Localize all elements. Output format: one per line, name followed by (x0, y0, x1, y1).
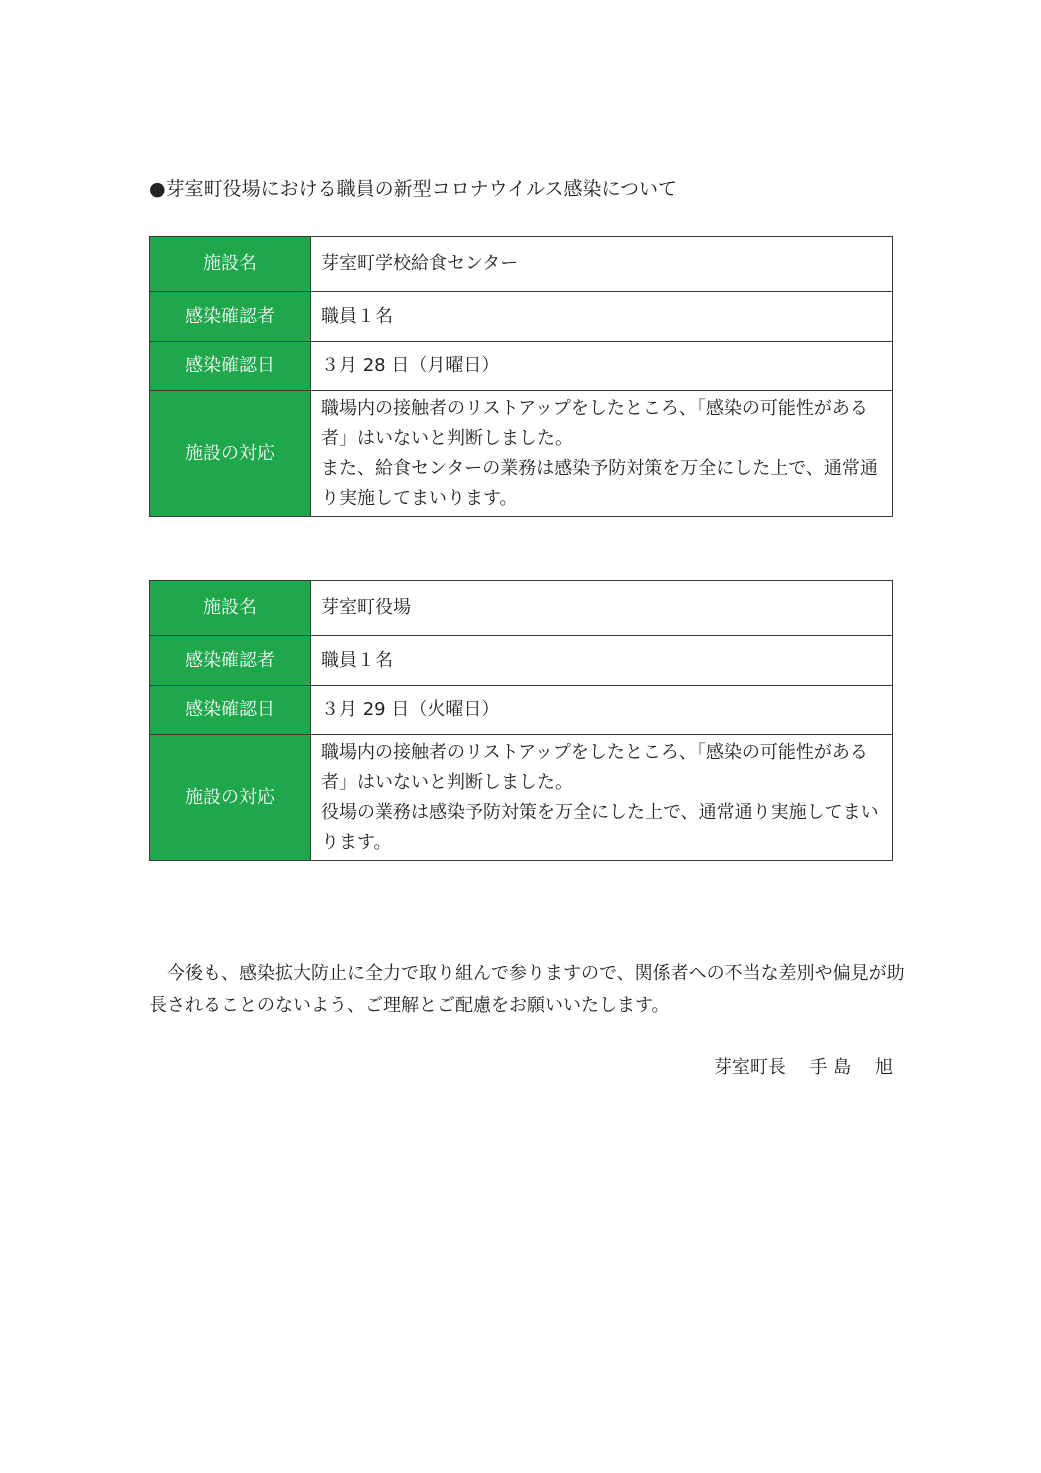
infected-count-label: 感染確認者 (150, 292, 311, 342)
infected-count-value: 職員１名 (311, 636, 893, 686)
confirmed-date-label: 感染確認日 (150, 342, 311, 391)
response-line: また、給食センターの業務は感染予防対策を万全にした上で、通常通 (321, 457, 878, 479)
table-row (150, 292, 893, 342)
table-row (150, 686, 893, 735)
confirmed-date-value: ３月 29 日（火曜日） (311, 686, 893, 735)
closing-line: 今後も、感染拡大防止に全力で取り組んで参りますので、関係者への不当な差別や偏見が助 (149, 963, 905, 984)
table-row (150, 581, 893, 636)
facility-name-label: 施設名 (150, 237, 311, 292)
facility-name-label: 施設名 (150, 581, 311, 636)
response-label: 施設の対応 (150, 391, 311, 517)
table-row (150, 342, 893, 391)
response-line: 役場の業務は感染予防対策を万全にした上で、通常通り実施してまい (321, 801, 879, 823)
response-line: 者」はいないと判断しました。 (321, 427, 573, 449)
response-line: 職場内の接触者のリストアップをしたところ、「感染の可能性がある (321, 397, 868, 419)
response-value (311, 735, 893, 861)
response-line: り実施してまいります。 (321, 487, 518, 509)
response-line: 職場内の接触者のリストアップをしたところ、「感染の可能性がある (321, 741, 868, 763)
table-row (150, 636, 893, 686)
facility-table-school-lunch-center (149, 236, 893, 517)
table-row (150, 391, 893, 517)
response-value (311, 391, 893, 517)
mayor-signature: 芽室町長 手 島 旭 (713, 1057, 893, 1078)
infected-count-label: 感染確認者 (150, 636, 311, 686)
response-label: 施設の対応 (150, 735, 311, 861)
facility-name-value: 芽室町学校給食センター (311, 237, 893, 292)
table-row (150, 237, 893, 292)
response-line: 者」はいないと判断しました。 (321, 771, 573, 793)
confirmed-date-label: 感染確認日 (150, 686, 311, 735)
table-row (150, 735, 893, 861)
facility-table-town-office (149, 580, 893, 861)
closing-line: 長されることのないよう、ご理解とご配慮をお願いいたします。 (149, 995, 670, 1016)
confirmed-date-value: ３月 28 日（月曜日） (311, 342, 893, 391)
facility-name-value: 芽室町役場 (311, 581, 893, 636)
closing-statement (149, 958, 905, 1022)
document-title: ●芽室町役場における職員の新型コロナウイルス感染について (149, 178, 678, 200)
response-line: ります。 (321, 831, 392, 853)
infected-count-value: 職員１名 (311, 292, 893, 342)
